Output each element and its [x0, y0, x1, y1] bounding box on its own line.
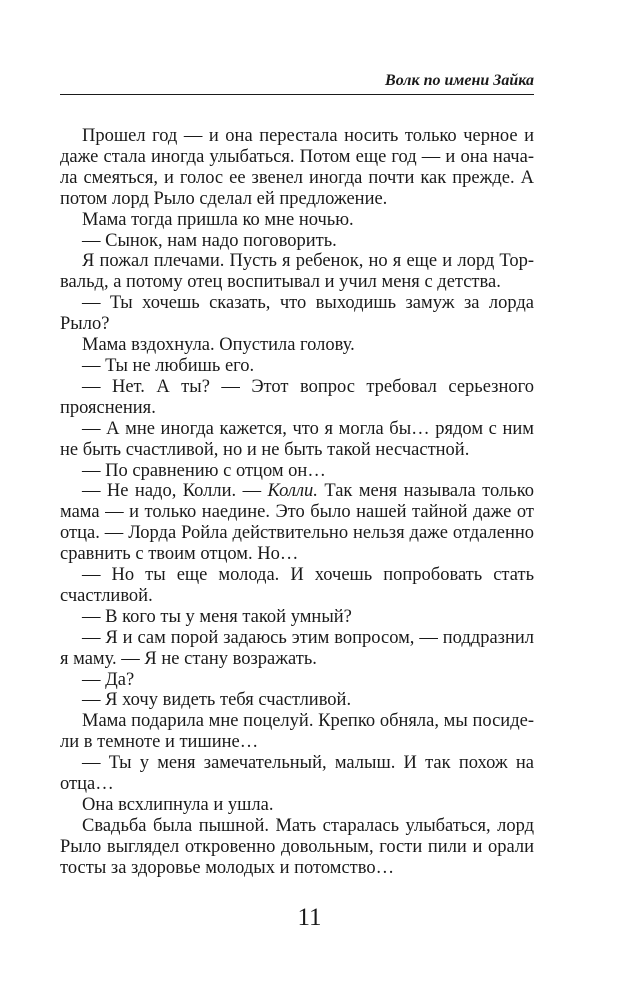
paragraph: Мама подарила мне поцелуй. Крепко обняла, мы посидели в темноте и тишине…	[60, 711, 534, 753]
running-title: Волк по имени Зайка	[385, 72, 534, 89]
paragraph: — Ты не любишь его.	[82, 355, 255, 376]
paragraph: Мама тогда пришла ко мне ночью.	[82, 209, 354, 230]
header-rule	[60, 94, 534, 95]
paragraph: — Сынок, нам надо поговорить.	[82, 230, 337, 251]
paragraph: Она всхлипнула и ушла.	[82, 795, 274, 815]
paragraph: Прошел год — и она перестала носить только черное и даже стала иногда улыбаться. Потом еще год — и она начала смеяться, и голос ее звенел иногда почти как прежде. А потом лорд Рыло сделал ей предложение.	[60, 126, 534, 209]
paragraph: — Я и сам порой задаюсь этим вопросом, — поддразнил я маму. — Я не стану возражать.	[60, 627, 534, 669]
paragraph: — Да?	[82, 669, 135, 690]
paragraph: Свадьба была пышной. Мать старалась улыбаться, лорд Рыло выглядел откровенно довольным, гости пили и орали тосты за здоровье молодых и потомство…	[60, 815, 534, 878]
paragraph: — Ты хочешь сказать, что выходишь замуж за лорда Рыло?	[60, 293, 534, 335]
paragraph: — Но ты еще молода. И хочешь попробовать стать счастливой.	[60, 565, 534, 606]
paragraph: — Нет. А ты? — Этот вопрос требовал серьезного прояснения.	[60, 376, 534, 418]
italic-name: Колли.	[267, 481, 318, 502]
page-number: 11	[297, 904, 322, 931]
paragraph: — Я хочу видеть тебя счастливой.	[82, 690, 352, 711]
paragraph: Мама вздохнула. Опустила голову.	[82, 335, 355, 356]
paragraph: — В кого ты у меня такой умный?	[82, 606, 352, 627]
paragraph: — Ты у меня замечательный, малыш. И так похож на отца…	[60, 753, 534, 795]
paragraph: — А мне иногда кажется, что я могла бы… рядом с ним не быть счастливой, но и не быть такой несчастной.	[60, 418, 534, 460]
dialogue-lead: — Не надо, Колли. —	[82, 481, 268, 502]
page-body	[60, 126, 534, 879]
paragraph	[60, 481, 534, 565]
paragraph: Я пожал плечами. Пусть я ребенок, но я еще и лорд Торвальд, а потому отец воспитывал и учил меня с детства.	[60, 251, 534, 293]
paragraph: — По сравнению с отцом он…	[82, 460, 326, 481]
dialogue-rest: Так меня называла только мама — и только наедине. Это было нашей тайной даже от отца. — Лорда Ройла действительно нельзя даже отдаленно сравнить с твоим отцом. Но…	[60, 481, 534, 565]
